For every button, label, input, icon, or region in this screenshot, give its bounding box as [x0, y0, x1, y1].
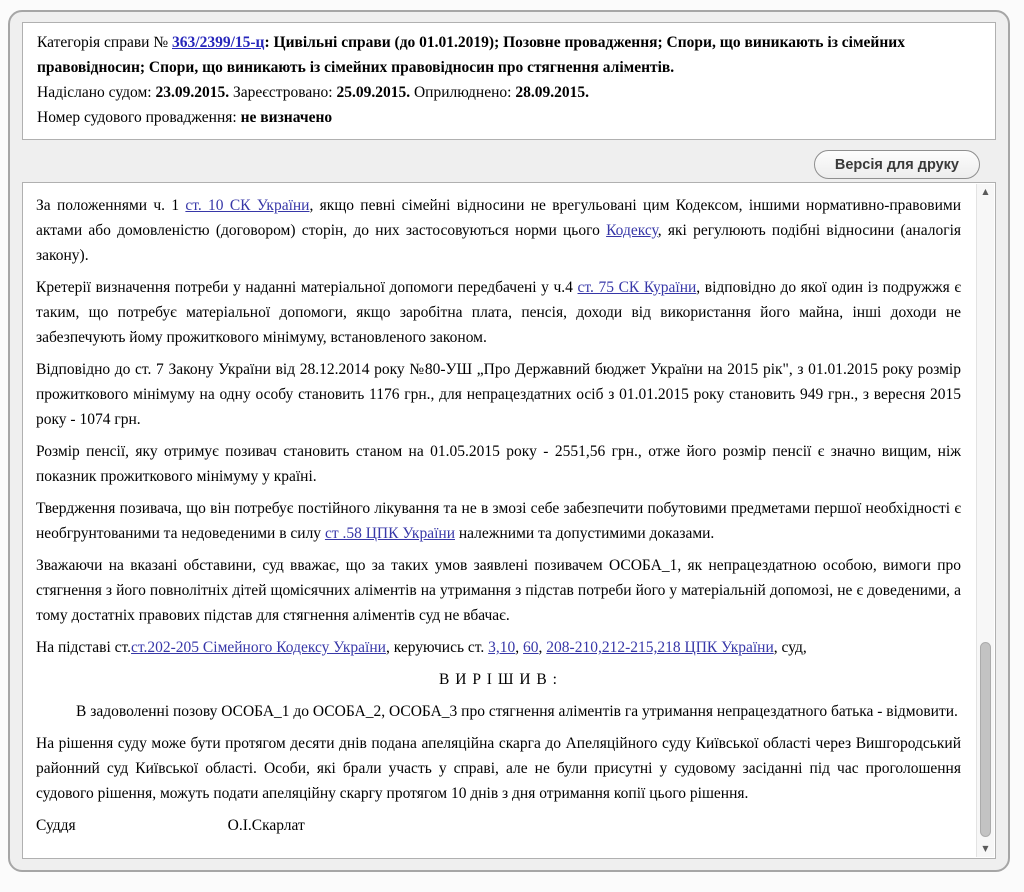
- law-reference-link[interactable]: 60: [523, 639, 539, 656]
- law-reference-link[interactable]: ст.202-205 Сімейного Кодексу України: [131, 639, 386, 656]
- law-reference-link[interactable]: ст .58 ЦПК України: [324, 525, 455, 542]
- paragraph-text: Розмір пенсії, яку отримує позивач становить станом на 01.05.2015 року - 2551,56 грн., отже його розмір пенсії є значно вищим, ніж показник прожиткового мінімуму у країні.: [36, 443, 961, 485]
- law-reference-link[interactable]: 208-210,212-215,218 ЦПК України: [546, 639, 774, 656]
- paragraph-text: Твердження позивача, що він потребує постійного лікування та не в змозі себе забезпечити побутовими предметами першої необхідності є необгрунтованими та недоведеними в силу: [36, 500, 961, 542]
- registered-date: 25.09.2015.: [336, 84, 411, 101]
- case-dates-line: [37, 80, 981, 105]
- paragraph-text: , суд,: [773, 639, 807, 656]
- paragraph: [36, 667, 961, 692]
- scroll-down-icon[interactable]: ▼: [982, 844, 989, 853]
- published-label: Оприлюднено:: [410, 84, 516, 101]
- paragraph-text: ,: [538, 639, 547, 656]
- paragraph-text: В И Р І Ш И В :: [439, 671, 558, 688]
- case-category-label: Категорія справи №: [37, 34, 173, 51]
- proceeding-number-value: не визначено: [240, 109, 333, 126]
- paragraph: [36, 699, 961, 724]
- paragraph: [36, 357, 961, 432]
- paragraph-text: , які регулюють подібні відносини (аналогія закону).: [36, 222, 962, 264]
- decision-text-box[interactable]: [22, 182, 996, 859]
- case-category-value: : Цивільні справи (до 01.01.2019); Позовне провадження; Спори, що виникають із сімейних правовідносин; Спори, що виникають із сімейних правовідносин про стягнення аліментів.: [37, 34, 905, 76]
- paragraph-text: На підставі ст.: [36, 639, 132, 656]
- paragraph-text: Кретерії визначення потреби у наданні матеріальної допомоги передбачені у ч.4: [36, 279, 578, 296]
- paragraph-text: ,: [515, 639, 524, 656]
- paragraph: [36, 731, 961, 806]
- paragraph-text: належними та допустимими доказами.: [455, 525, 715, 542]
- paragraph-text: , керуючись ст.: [385, 639, 489, 656]
- decision-panel: [8, 10, 1010, 872]
- print-version-button[interactable]: Версія для друку: [814, 150, 980, 179]
- law-reference-link[interactable]: 3,10: [488, 639, 516, 656]
- law-reference-link[interactable]: ст. 10 СК України: [185, 197, 310, 214]
- paragraph: [36, 635, 961, 660]
- case-category-line: [37, 30, 981, 80]
- paragraph: [36, 439, 961, 489]
- proceeding-number-label: Номер судового провадження:: [37, 109, 241, 126]
- paragraph: [36, 275, 961, 350]
- paragraph: [36, 553, 961, 628]
- paragraph: [36, 496, 961, 546]
- document-paragraphs: [23, 183, 977, 858]
- vertical-scrollbar[interactable]: [976, 184, 994, 857]
- case-number-link[interactable]: 363/2399/15-ц: [172, 34, 265, 51]
- paragraph-text: , відповідно до якої один із подружжя є таким, що потребує матеріальної допомоги, якщо заробітна плата, пенсія, доходи від використання його майна, інші доходи не забезпечують йому прожиткового мінімуму, встановленого законом.: [36, 279, 961, 346]
- sent-by-court-label: Надіслано судом:: [37, 84, 156, 101]
- case-info-box: [22, 22, 996, 140]
- paragraph-text: За положеннями ч. 1: [36, 197, 186, 214]
- paragraph-text: Суддя: [36, 817, 76, 834]
- law-reference-link[interactable]: Кодексу: [606, 222, 658, 239]
- paragraph-text: Зважаючи на вказані обставини, суд вважає, що за таких умов заявлені позивачем ОСОБА_1, як непрацездатною особою, вимоги про стягнення з його повнолітніх дітей щомісячних аліментів на утримання з підстав потреби його у матеріальній допомозі, не є доведеними, а тому достатніх правових підстав для стягнення аліментів суд не вбачає.: [36, 557, 961, 624]
- paragraph: [36, 193, 961, 268]
- scroll-up-icon[interactable]: ▲: [982, 187, 989, 196]
- sent-by-court-date: 23.09.2015.: [155, 84, 230, 101]
- toolbar: [10, 140, 1008, 182]
- paragraph-text: Відповідно до ст. 7 Закону України від 28.12.2014 року №80-УШ „Про Державний бюджет України на 2015 рік", з 01.01.2015 року розмір прожиткового мінімуму на одну особу становить 1176 грн., для непрацездатних осіб з 01.01.2015 року становить 949 грн., з вересня 2015 року - 1074 грн.: [36, 361, 961, 428]
- paragraph-text: , якщо певні сімейні відносини не врегульовані цим Кодексом, іншими нормативно-правовими актами або домовленістю (договором) сторін, до них застосовуються норми цього: [36, 197, 961, 239]
- proceeding-number-line: [37, 105, 981, 130]
- paragraph-text: О.І.Скарлат: [227, 817, 305, 834]
- paragraph-text: На рішення суду може бути протягом десяти днів подана апеляційна скарга до Апеляційного суду Київської області через Вишгородський районний суд Київської області. Особи, які брали участь у справі, але не були присутні у судовому засіданні під час проголошення судового рішення, можуть подати апеляційну скаргу протягом 10 днів з дня отримання копії цього рішення.: [36, 735, 961, 802]
- scrollbar-thumb[interactable]: [980, 642, 991, 837]
- published-date: 28.09.2015.: [515, 84, 589, 101]
- paragraph: [36, 813, 961, 838]
- paragraph-text: В задоволенні позову ОСОБА_1 до ОСОБА_2, ОСОБА_3 про стягнення аліментів га утримання непрацездатного батька - відмовити.: [76, 703, 958, 720]
- law-reference-link[interactable]: ст. 75 СК Кураїни: [577, 279, 697, 296]
- registered-label: Зареєстровано:: [229, 84, 337, 101]
